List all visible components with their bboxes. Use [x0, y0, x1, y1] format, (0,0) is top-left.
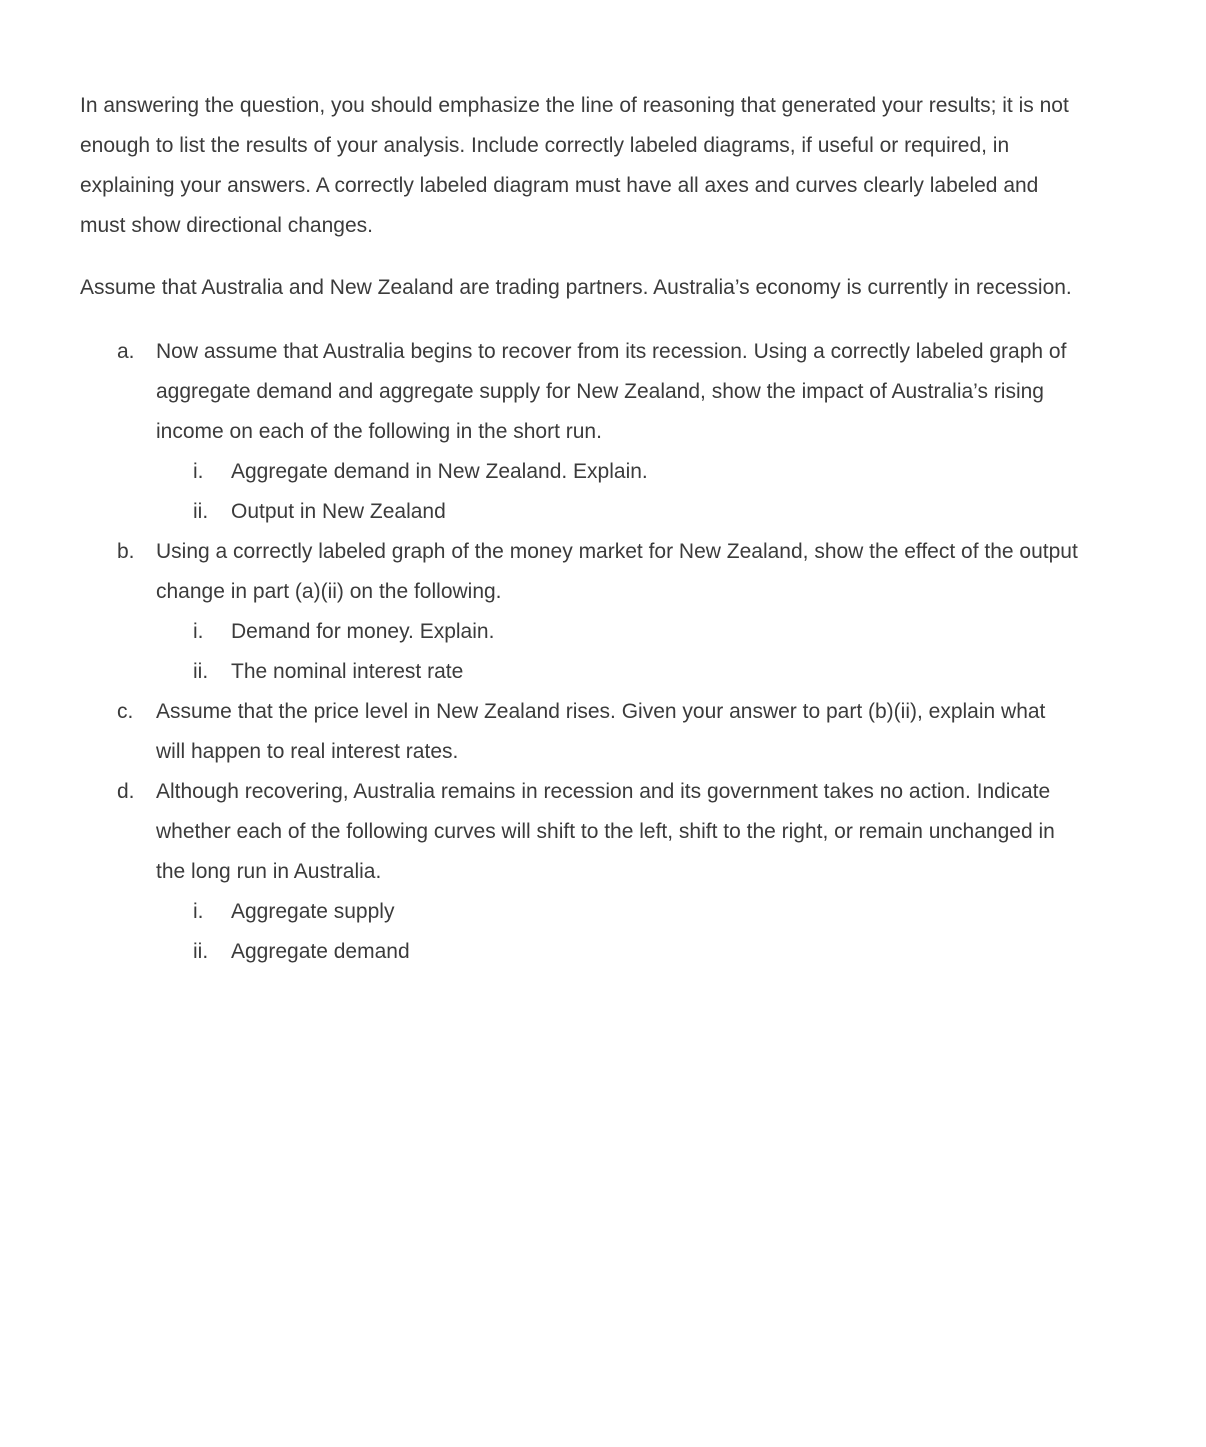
sub-question-b-ii	[156, 652, 1080, 692]
sub-question-text: Aggregate demand	[231, 940, 410, 963]
question-d-subs	[80, 892, 1080, 972]
sub-question-marker: ii.	[193, 660, 209, 683]
sub-question-marker: ii.	[193, 500, 209, 523]
sub-question-text: Aggregate demand in New Zealand. Explain.	[231, 460, 648, 483]
intro-paragraph-instructions: In answering the question, you should emphasize the line of reasoning that generated your results; it is not enough to list the results of your analysis. Include correctly labeled diagrams, if useful or required, in explaining your answers. A correctly labeled diagram must have all axes and curves clearly labeled and must show directional changes.	[80, 94, 1069, 237]
sub-question-text: The nominal interest rate	[231, 660, 464, 683]
question-marker: b.	[117, 540, 135, 563]
question-b	[80, 532, 1080, 612]
question-a	[80, 332, 1080, 452]
sub-question-marker: i.	[193, 460, 204, 483]
question-marker: d.	[117, 780, 135, 803]
intro-paragraph-scenario: Assume that Australia and New Zealand are trading partners. Australia’s economy is currently in recession.	[80, 276, 1072, 299]
sub-question-d-ii	[156, 932, 1080, 972]
document-page	[80, 86, 1080, 972]
question-marker: a.	[117, 340, 135, 363]
sub-question-marker: ii.	[193, 940, 209, 963]
sub-question-b-i	[156, 612, 1080, 652]
question-d	[80, 772, 1080, 892]
sub-question-marker: i.	[193, 900, 204, 923]
question-a-subs	[80, 452, 1080, 532]
question-text: Although recovering, Australia remains in recession and its government takes no action. Indicate whether each of the following curves will shift to the left, shift to the right, or remain unchanged in the long run in Australia.	[156, 780, 1055, 883]
sub-question-a-i	[156, 452, 1080, 492]
question-c	[80, 692, 1080, 772]
sub-question-marker: i.	[193, 620, 204, 643]
sub-question-text: Demand for money. Explain.	[231, 620, 495, 643]
sub-question-text: Output in New Zealand	[231, 500, 446, 523]
question-marker: c.	[117, 700, 134, 723]
question-list	[80, 332, 1080, 972]
sub-question-a-ii	[156, 492, 1080, 532]
sub-question-d-i	[156, 892, 1080, 932]
question-text: Using a correctly labeled graph of the money market for New Zealand, show the effect of the output change in part (a)(ii) on the following.	[156, 540, 1078, 603]
question-text: Assume that the price level in New Zealand rises. Given your answer to part (b)(ii), explain what will happen to real interest rates.	[156, 700, 1046, 763]
sub-question-text: Aggregate supply	[231, 900, 395, 923]
question-b-subs	[80, 612, 1080, 692]
question-text: Now assume that Australia begins to recover from its recession. Using a correctly labeled graph of aggregate demand and aggregate supply for New Zealand, show the impact of Australia’s rising income on each of the following in the short run.	[156, 340, 1067, 443]
